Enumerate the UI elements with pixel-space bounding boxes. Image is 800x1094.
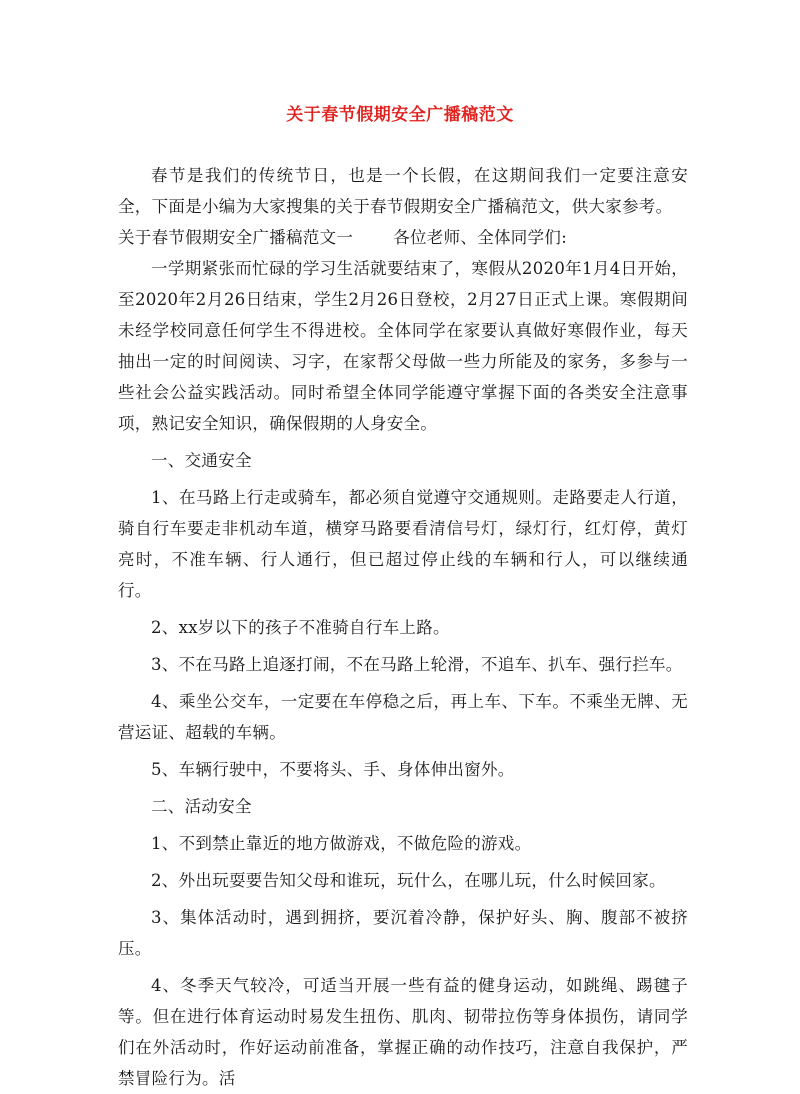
subtitle-line: [118, 222, 688, 253]
document-body: [118, 160, 688, 1094]
list-item: 2、xx岁以下的孩子不准骑自行车上路。: [151, 618, 450, 637]
subtitle: 关于春节假期安全广播稿范文一: [118, 228, 354, 247]
intro-paragraph: 春节是我们的传统节日，也是一个长假，在这期间我们一定要注意安全，下面是小编为大家搜集的关于春节假期安全广播稿范文，供大家参考。: [118, 166, 688, 216]
opening-paragraph: 一学期紧张而忙碌的学习生活就要结束了，寒假从2020年1月4日开始，至2020年2月26日结束，学生2月26日登校，2月27日正式上课。寒假期间未经学校同意任何学生不得进校。全体同学在家要认真做好寒假作业，每天抽出一定的时间阅读、习字，在家帮父母做一些力所能及的家务，多参与一些社会公益实践活动。同时希望全体同学能遵守掌握下面的各类安全注意事项，熟记安全知识，确保假期的人身安全。: [118, 259, 688, 433]
list-item: 4、乘坐公交车，一定要在车停稳之后，再上车、下车。不乘坐无牌、无营运证、超载的车辆。: [118, 692, 688, 742]
list-item: 4、冬季天气较冷，可适当开展一些有益的健身运动，如跳绳、踢毽子等。但在进行体育运动时易发生扭伤、肌肉、韧带拉伤等身体损伤，请同学们在外活动时，作好运动前准备，掌握正确的动作技巧，注意自我保护，严禁冒险行为。活: [118, 976, 688, 1088]
greeting: 各位老师、全体同学们:: [393, 228, 568, 247]
section-heading: 二、活动安全: [151, 797, 252, 816]
list-item: 5、车辆行驶中，不要将头、手、身体伸出窗外。: [151, 760, 515, 779]
section-heading: 一、交通安全: [151, 451, 252, 470]
list-item: 2、外出玩耍要告知父母和谁玩，玩什么，在哪儿玩，什么时候回家。: [151, 871, 666, 890]
list-item: 1、不到禁止靠近的地方做游戏，不做危险的游戏。: [151, 834, 532, 853]
list-item: 3、不在马路上追逐打闹，不在马路上轮滑，不追车、扒车、强行拦车。: [151, 655, 683, 674]
document-title: 关于春节假期安全广播稿范文: [286, 105, 514, 125]
list-item: 3、集体活动时，遇到拥挤，要沉着冷静，保护好头、胸、腹部不被挤压。: [118, 908, 688, 958]
list-item: 1、在马路上行走或骑车，都必须自觉遵守交通规则。走路要走人行道，骑自行车要走非机动车道，横穿马路要看清信号灯，绿灯行，红灯停，黄灯亮时，不准车辆、行人通行，但已超过停止线的车辆和行人，可以继续通行。: [118, 488, 688, 600]
